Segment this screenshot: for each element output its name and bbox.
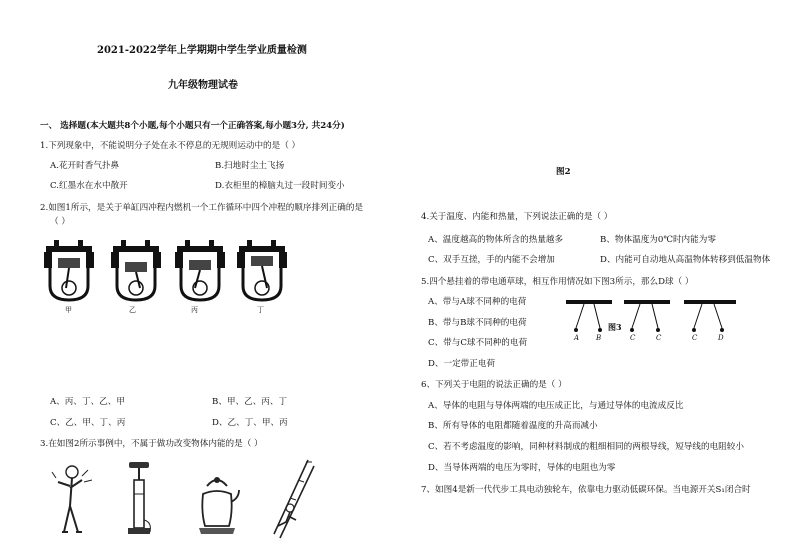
slide-illustration [268, 456, 318, 540]
engine-diagram-3 [171, 236, 231, 308]
ball-label-d: D [718, 334, 724, 342]
q6-stem: 6、下列关于电阻的说法正确的是（ ） [421, 380, 567, 390]
q1-option-b: B.扫地时尘土飞扬 [215, 161, 285, 171]
engine-label-1: 甲 [65, 306, 72, 314]
q1-option-c: C.红墨水在水中散开 [50, 181, 128, 191]
q1-stem: 1.下列现象中，不能说明分子处在永不停息的无规则运动中的是（ ） [40, 141, 301, 151]
kettle-illustration [193, 472, 241, 538]
paper-title: 2021-2022学年上学期期中学生学业质量检测 [97, 45, 307, 56]
q4-option-a: A、温度越高的物体所含的热量越多 [428, 235, 564, 245]
ball-label-c3: C [692, 334, 698, 342]
q7-stem: 7、如图4是新一代代步工具电动独轮车，依靠电力驱动低碳环保。当电源开关S₁闭合时 [421, 485, 751, 495]
ball-label-b: B [596, 334, 602, 342]
ball-label-c1: C [630, 334, 636, 342]
q5-option-c: C、带与C球不同种的电荷 [428, 338, 528, 348]
person-hand-warming-illustration [48, 462, 98, 540]
q1-option-d: D.衣柜里的樟脑丸过一段时间变小 [215, 181, 345, 191]
q2-option-d: D、乙、丁、甲、丙 [212, 418, 288, 428]
q5-option-a: A、带与A球不同种的电荷 [428, 297, 527, 307]
q5-option-d: D、一定带正电荷 [428, 359, 496, 369]
engine-diagram-4 [233, 236, 293, 308]
ball-label-c2: C [656, 334, 662, 342]
engine-label-2: 乙 [129, 306, 136, 314]
q6-option-a: A、导体的电阻与导体两端的电压成正比，与通过导体的电流成反比 [428, 401, 684, 411]
section-heading: 一、 选择题(本大题共8个小题,每个小题只有一个正确答案,每小题3分, 共24分) [40, 121, 345, 131]
q6-option-b: B、所有导体的电阻都随着温度的升高而减小 [428, 421, 598, 431]
q2-option-a: A、丙、丁、乙、甲 [50, 397, 125, 407]
engine-label-3: 丙 [191, 306, 198, 314]
q5-option-b: B、带与B球不同种的电荷 [428, 318, 527, 328]
q6-option-c: C、若不考虑温度的影响，同种材料制成的粗细相同的两根导线，短导线的电阻较小 [428, 442, 744, 452]
q4-option-d: D、内能可自动地从高温物体转移到低温物体 [600, 255, 771, 265]
air-pump-illustration [124, 460, 154, 540]
engine-label-4: 丁 [257, 306, 264, 314]
figure-3-label: 图3 [608, 322, 622, 332]
q3-stem: 3.在如图2所示事例中，不属于做功改变物体内能的是（ ） [40, 439, 263, 449]
engine-diagram-2 [107, 236, 167, 308]
q2-stem-line1: 2.如图1所示，是关于单缸四冲程内燃机一个工作循环中四个冲程的顺序排列正确的是 [40, 203, 364, 213]
figure-2-label: 图2 [556, 167, 571, 177]
q4-stem: 4.关于温度、内能和热量，下列说法正确的是（ ） [421, 212, 613, 222]
engine-diagram-1 [40, 236, 100, 308]
q6-option-d: D、当导体两端的电压为零时，导体的电阻也为零 [428, 463, 616, 473]
q5-stem: 5.四个悬挂着的带电通草球，相互作用情况如下图3所示，那么D球（ ） [421, 277, 694, 287]
q2-option-b: B、甲、乙、丙、丁 [212, 397, 288, 407]
charged-balls-diagram [566, 298, 742, 348]
q1-option-a: A.花开时香气扑鼻 [50, 161, 120, 171]
q4-option-c: C、双手互搓，手的内能不会增加 [428, 255, 555, 265]
paper-subtitle: 九年级物理试卷 [168, 80, 238, 91]
q4-option-b: B、物体温度为0℃时内能为零 [600, 235, 716, 245]
q2-option-c: C、乙、甲、丁、丙 [50, 418, 126, 428]
q2-stem-line2: （ ） [50, 217, 70, 227]
ball-label-a: A [574, 334, 580, 342]
